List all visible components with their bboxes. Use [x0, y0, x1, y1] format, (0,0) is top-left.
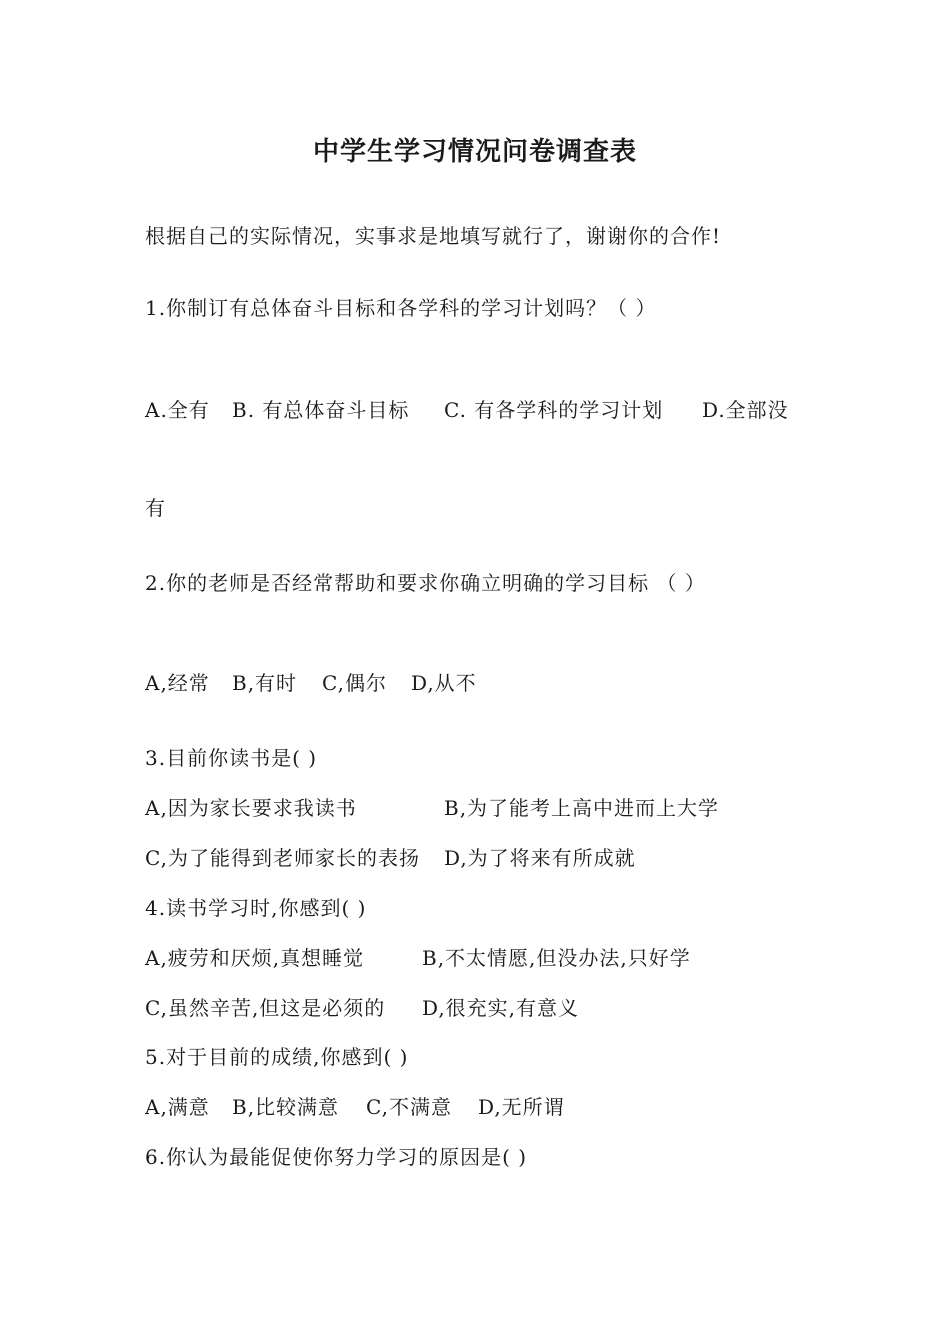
question-5: 5.对于目前的成绩,你感到( ): [145, 1045, 409, 1069]
intro-text: 根据自己的实际情况，实事求是地填写就行了，谢谢你的合作!: [145, 224, 722, 248]
q3-option-a: A,因为家长要求我读书: [145, 796, 357, 820]
document-title: 中学生学习情况问卷调查表: [312, 137, 637, 167]
q4-option-a: A,疲劳和厌烦,真想睡觉: [145, 946, 365, 970]
q5-option-b: B,比较满意: [232, 1095, 340, 1119]
question-6: 6.你认为最能促使你努力学习的原因是( ): [145, 1145, 528, 1169]
q3-option-d: D,为了将来有所成就: [444, 846, 636, 870]
q1-option-b: B. 有总体奋斗目标: [232, 398, 410, 422]
q3-option-b: B,为了能考上高中进而上大学: [444, 796, 720, 820]
question-3: 3.目前你读书是( ): [145, 746, 318, 770]
question-2: 2.你的老师是否经常帮助和要求你确立明确的学习目标 （ ）: [145, 571, 706, 595]
q2-option-a: A,经常: [145, 671, 210, 695]
q1-option-a: A.全有: [145, 398, 210, 422]
q3-option-c: C,为了能得到老师家长的表扬: [145, 846, 420, 870]
q5-option-d: D,无所谓: [478, 1095, 565, 1119]
q2-option-d: D,从不: [411, 671, 477, 695]
q4-option-d: D,很充实,有意义: [422, 996, 580, 1020]
question-4: 4.读书学习时,你感到( ): [145, 896, 367, 920]
question-1: 1.你制订有总体奋斗目标和各学科的学习计划吗？（ ）: [145, 296, 657, 320]
q4-option-c: C,虽然辛苦,但这是必须的: [145, 996, 386, 1020]
q2-option-b: B,有时: [232, 671, 298, 695]
q2-option-c: C,偶尔: [322, 671, 387, 695]
q1-option-d: D.全部没: [702, 398, 789, 422]
q1-option-d-continuation: 有: [145, 496, 166, 520]
q5-option-c: C,不满意: [366, 1095, 452, 1119]
q5-option-a: A,满意: [145, 1095, 210, 1119]
q4-option-b: B,不太情愿,但没办法,只好学: [422, 946, 691, 970]
q1-option-c: C. 有各学科的学习计划: [444, 398, 664, 422]
